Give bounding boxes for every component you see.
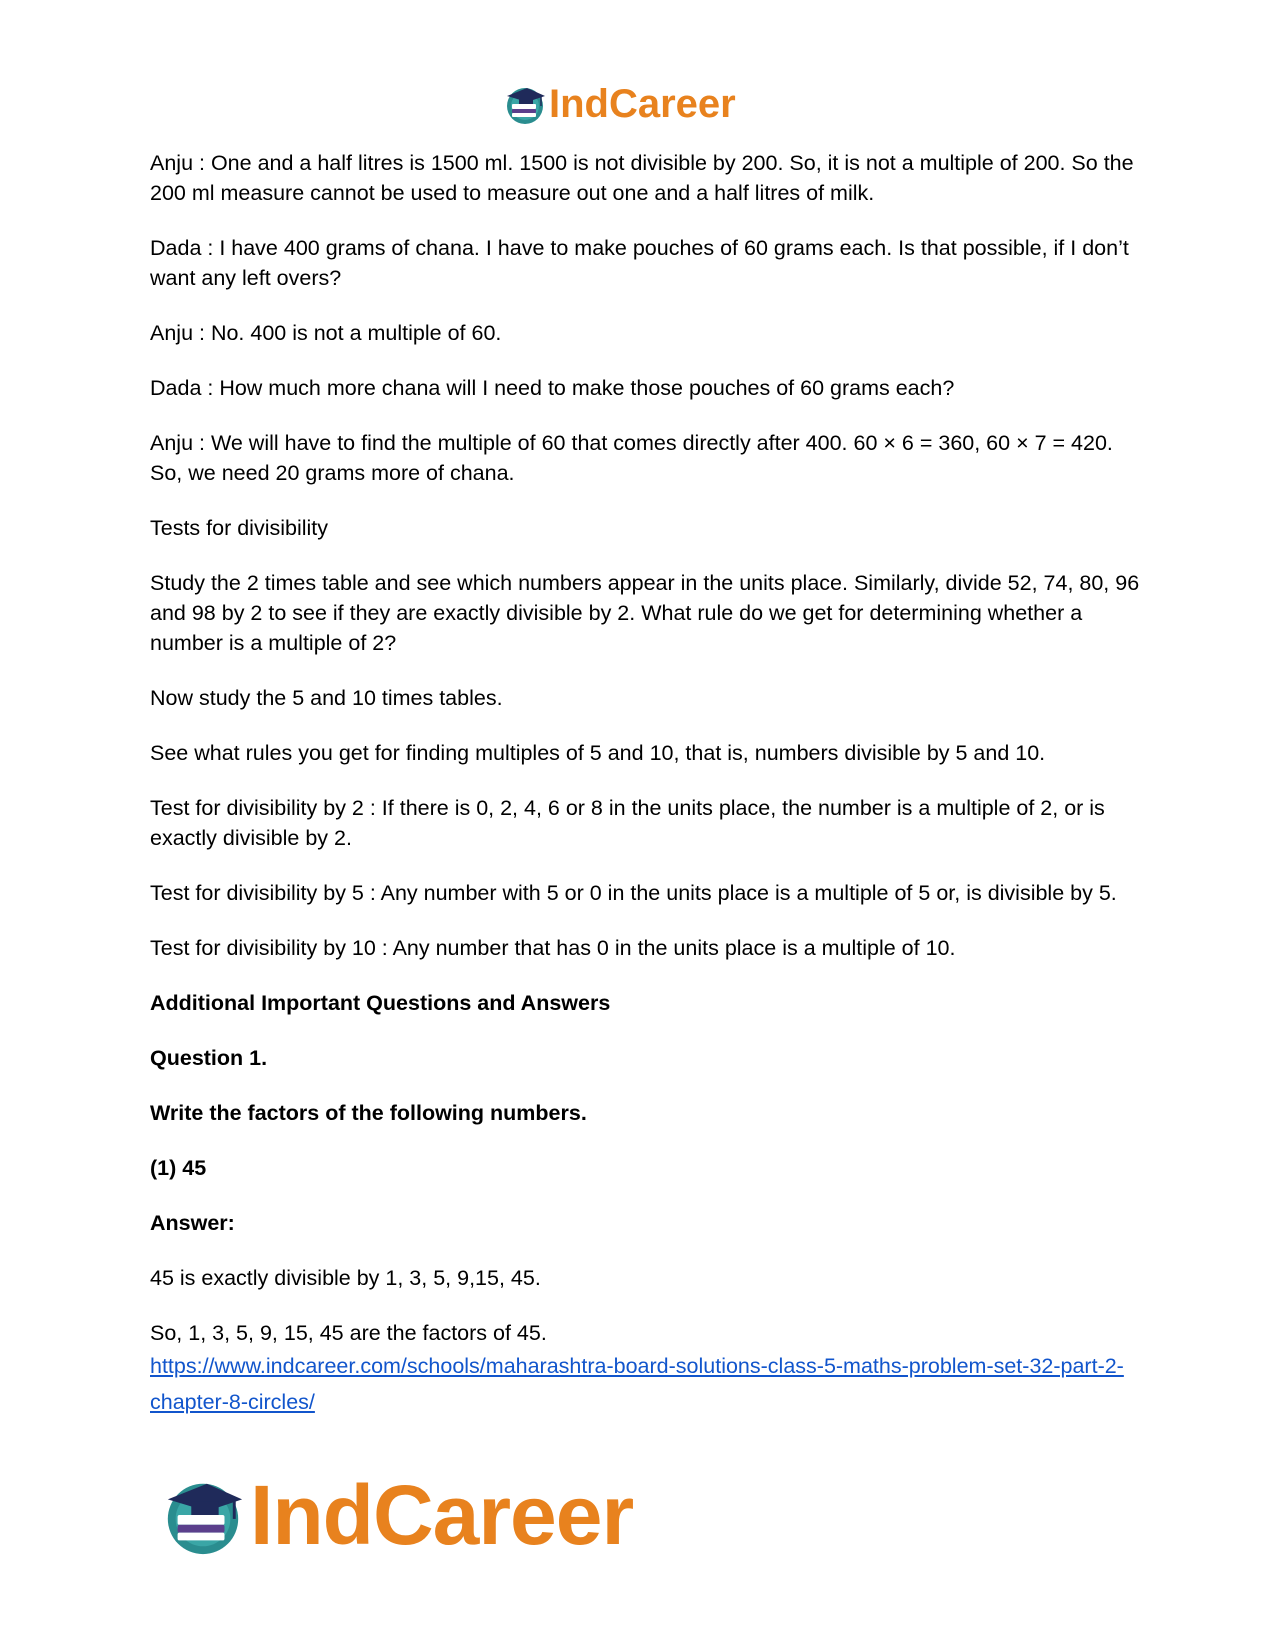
question-label: Question 1. (150, 1046, 268, 1070)
paragraph: Test for divisibility by 10 : Any number that has 0 in the units place is a multiple of 10. (150, 936, 956, 960)
paragraph: Study the 2 times table and see which numbers appear in the units place. Similarly, divide 52, 74, 80, 96 and 98 by 2 to see if they are exactly divisible by 2. What rule do we get for determining whether a number is a multiple of 2? (150, 571, 1140, 655)
document-body (150, 148, 1140, 1420)
source-link[interactable]: https://www.indcareer.com/schools/maharashtra-board-solutions-class-5-maths-problem-set-32-part-2-chapter-8-circles/ (150, 1354, 1124, 1414)
question-text: Write the factors of the following numbers. (150, 1101, 587, 1125)
answer-line: 45 is exactly divisible by 1, 3, 5, 9,15, 45. (150, 1266, 541, 1290)
logo-wordmark: IndCareer (250, 1468, 634, 1562)
section-heading: Additional Important Questions and Answers (150, 991, 611, 1015)
answer-label: Answer: (150, 1211, 235, 1235)
paragraph: Dada : I have 400 grams of chana. I have to make pouches of 60 grams each. Is that possible, if I don’t want any left overs? (150, 236, 1129, 290)
paragraph: Dada : How much more chana will I need to make those pouches of 60 grams each? (150, 376, 955, 400)
graduation-cap-globe-icon (503, 82, 547, 126)
paragraph: Test for divisibility by 2 : If there is 0, 2, 4, 6 or 8 in the units place, the number is a multiple of 2, or is exactly divisible by 2. (150, 796, 1105, 850)
answer-line: So, 1, 3, 5, 9, 15, 45 are the factors of 45. (150, 1321, 547, 1345)
footer-logo (160, 1470, 633, 1560)
paragraph: See what rules you get for finding multiples of 5 and 10, that is, numbers divisible by 5 and 10. (150, 741, 1046, 765)
paragraph: Anju : No. 400 is not a multiple of 60. (150, 321, 502, 345)
graduation-cap-globe-icon (160, 1472, 246, 1558)
paragraph: Now study the 5 and 10 times tables. (150, 686, 503, 710)
paragraph: Anju : One and a half litres is 1500 ml. 1500 is not divisible by 200. So, it is not a multiple of 200. So the 200 ml measure cannot be used to measure out one and a half litres of milk. (150, 151, 1134, 205)
paragraph: Test for divisibility by 5 : Any number with 5 or 0 in the units place is a multiple of 5 or, is divisible by 5. (150, 881, 1117, 905)
sub-question: (1) 45 (150, 1156, 207, 1180)
header-logo (503, 80, 736, 128)
subheading-tests-for-divisibility: Tests for divisibility (150, 516, 329, 540)
paragraph: Anju : We will have to find the multiple of 60 that comes directly after 400. 60 × 6 = 360, 60 × 7 = 420. So, we need 20 grams more of chana. (150, 431, 1113, 485)
logo-wordmark: IndCareer (549, 82, 736, 126)
